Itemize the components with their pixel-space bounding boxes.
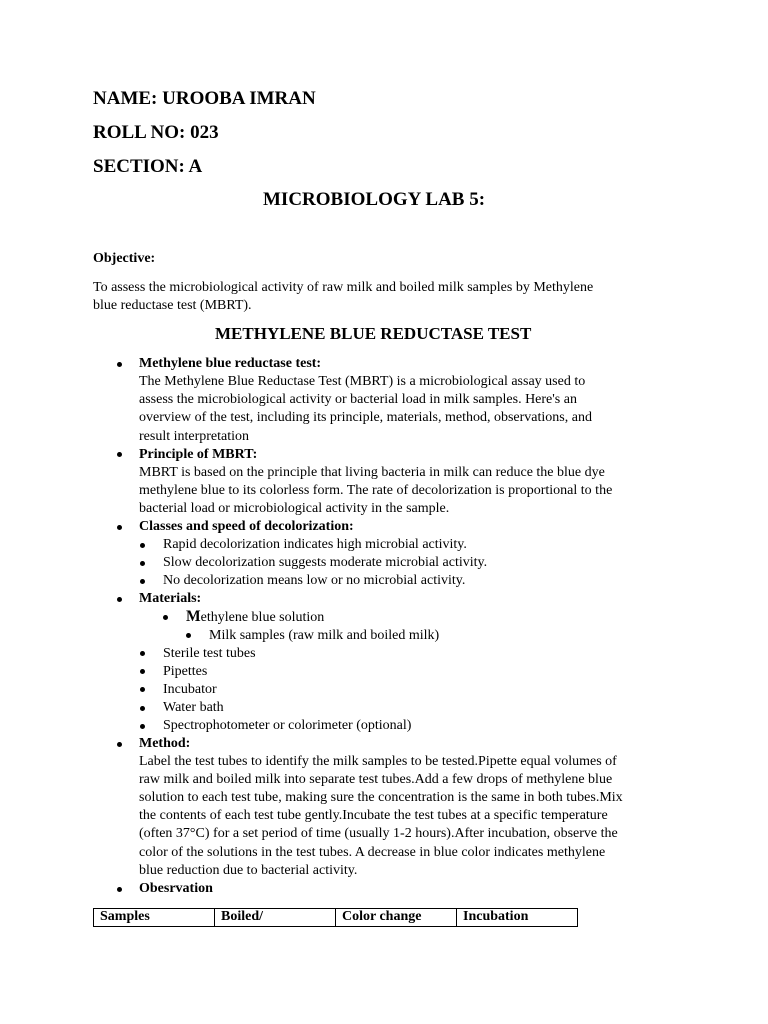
bullet-icon <box>117 742 122 747</box>
bullet-icon <box>140 706 145 711</box>
roll-number: ROLL NO: 023 <box>93 122 219 143</box>
method-heading: Method: <box>139 736 191 751</box>
materials-heading: Materials: <box>139 591 202 606</box>
bullet-icon <box>140 687 145 692</box>
objective-line: blue reductase test (MBRT). <box>93 298 252 313</box>
classes-item: Rapid decolorization indicates high microbial activity. <box>163 537 467 552</box>
bullet-icon <box>140 724 145 729</box>
method-line: Label the test tubes to identify the milk samples to be tested.Pipette equal volumes of <box>139 754 617 769</box>
method-line: solution to each test tube, making sure the concentration is the same in both tubes.Mix <box>139 790 623 805</box>
materials-item: Pipettes <box>163 664 208 679</box>
student-name: NAME: UROOBA IMRAN <box>93 88 316 109</box>
bullet-icon <box>140 561 145 566</box>
method-line: raw milk and boiled milk into separate test tubes.Add a few drops of methylene blue <box>139 772 613 787</box>
lab-title: MICROBIOLOGY LAB 5: <box>263 189 486 210</box>
section-title: METHYLENE BLUE REDUCTASE TEST <box>215 324 532 343</box>
table-header-cell: Boiled/ <box>215 909 336 927</box>
mbrt-line: assess the microbiological activity or bacterial load in milk samples. Here's an <box>139 392 577 407</box>
bullet-icon <box>117 452 122 457</box>
bullet-icon <box>140 543 145 548</box>
bullet-icon <box>117 887 122 892</box>
materials-first-initial: M <box>186 608 201 625</box>
method-line: blue reduction due to bacterial activity. <box>139 863 358 878</box>
observation-heading: Obesrvation <box>139 881 213 896</box>
bullet-icon <box>186 633 191 638</box>
materials-item: Water bath <box>163 700 224 715</box>
mbrt-line: overview of the test, including its principle, materials, method, observations, and <box>139 410 592 425</box>
materials-first-rest: ethylene blue solution <box>200 610 325 625</box>
mbrt-heading: Methylene blue reductase test: <box>139 356 322 371</box>
bullet-icon <box>140 651 145 656</box>
classes-item: Slow decolorization suggests moderate microbial activity. <box>163 555 488 570</box>
objective-heading: Objective: <box>93 251 156 266</box>
table-header-cell: Samples <box>94 909 215 927</box>
section: SECTION: A <box>93 156 203 177</box>
method-line: the contents of each test tube gently.Incubate the test tubes at a specific temperature <box>139 808 608 823</box>
principle-line: methylene blue to its colorless form. The rate of decolorization is proportional to the <box>139 483 613 498</box>
materials-item: Incubator <box>163 682 217 697</box>
table-header-cell: Color change <box>336 909 457 927</box>
mbrt-line: The Methylene Blue Reductase Test (MBRT) is a microbiological assay used to <box>139 374 586 389</box>
observation-table <box>93 908 578 927</box>
mbrt-line: result interpretation <box>139 429 250 444</box>
table-header-row <box>94 909 578 927</box>
bullet-icon <box>117 362 122 367</box>
materials-item: Sterile test tubes <box>163 646 256 661</box>
principle-line: bacterial load or microbiological activity in the sample. <box>139 501 450 516</box>
method-line: color of the solutions in the test tubes. A decrease in blue color indicates methylene <box>139 845 606 860</box>
principle-line: MBRT is based on the principle that living bacteria in milk can reduce the blue dye <box>139 465 605 480</box>
bullet-icon <box>140 579 145 584</box>
bullet-icon <box>117 525 122 530</box>
principle-heading: Principle of MBRT: <box>139 447 258 462</box>
table-header-cell: Incubation <box>457 909 578 927</box>
classes-heading: Classes and speed of decolorization: <box>139 519 354 534</box>
bullet-icon <box>117 597 122 602</box>
materials-second-item: Milk samples (raw milk and boiled milk) <box>209 628 440 643</box>
method-line: (often 37°C) for a set period of time (usually 1-2 hours).After incubation, observe the <box>139 826 618 841</box>
classes-item: No decolorization means low or no microbial activity. <box>163 573 466 588</box>
materials-item: Spectrophotometer or colorimeter (optional) <box>163 718 412 733</box>
bullet-icon <box>163 615 168 620</box>
bullet-icon <box>140 669 145 674</box>
objective-line: To assess the microbiological activity of raw milk and boiled milk samples by Methylene <box>93 280 594 295</box>
materials-first-item <box>186 608 324 627</box>
